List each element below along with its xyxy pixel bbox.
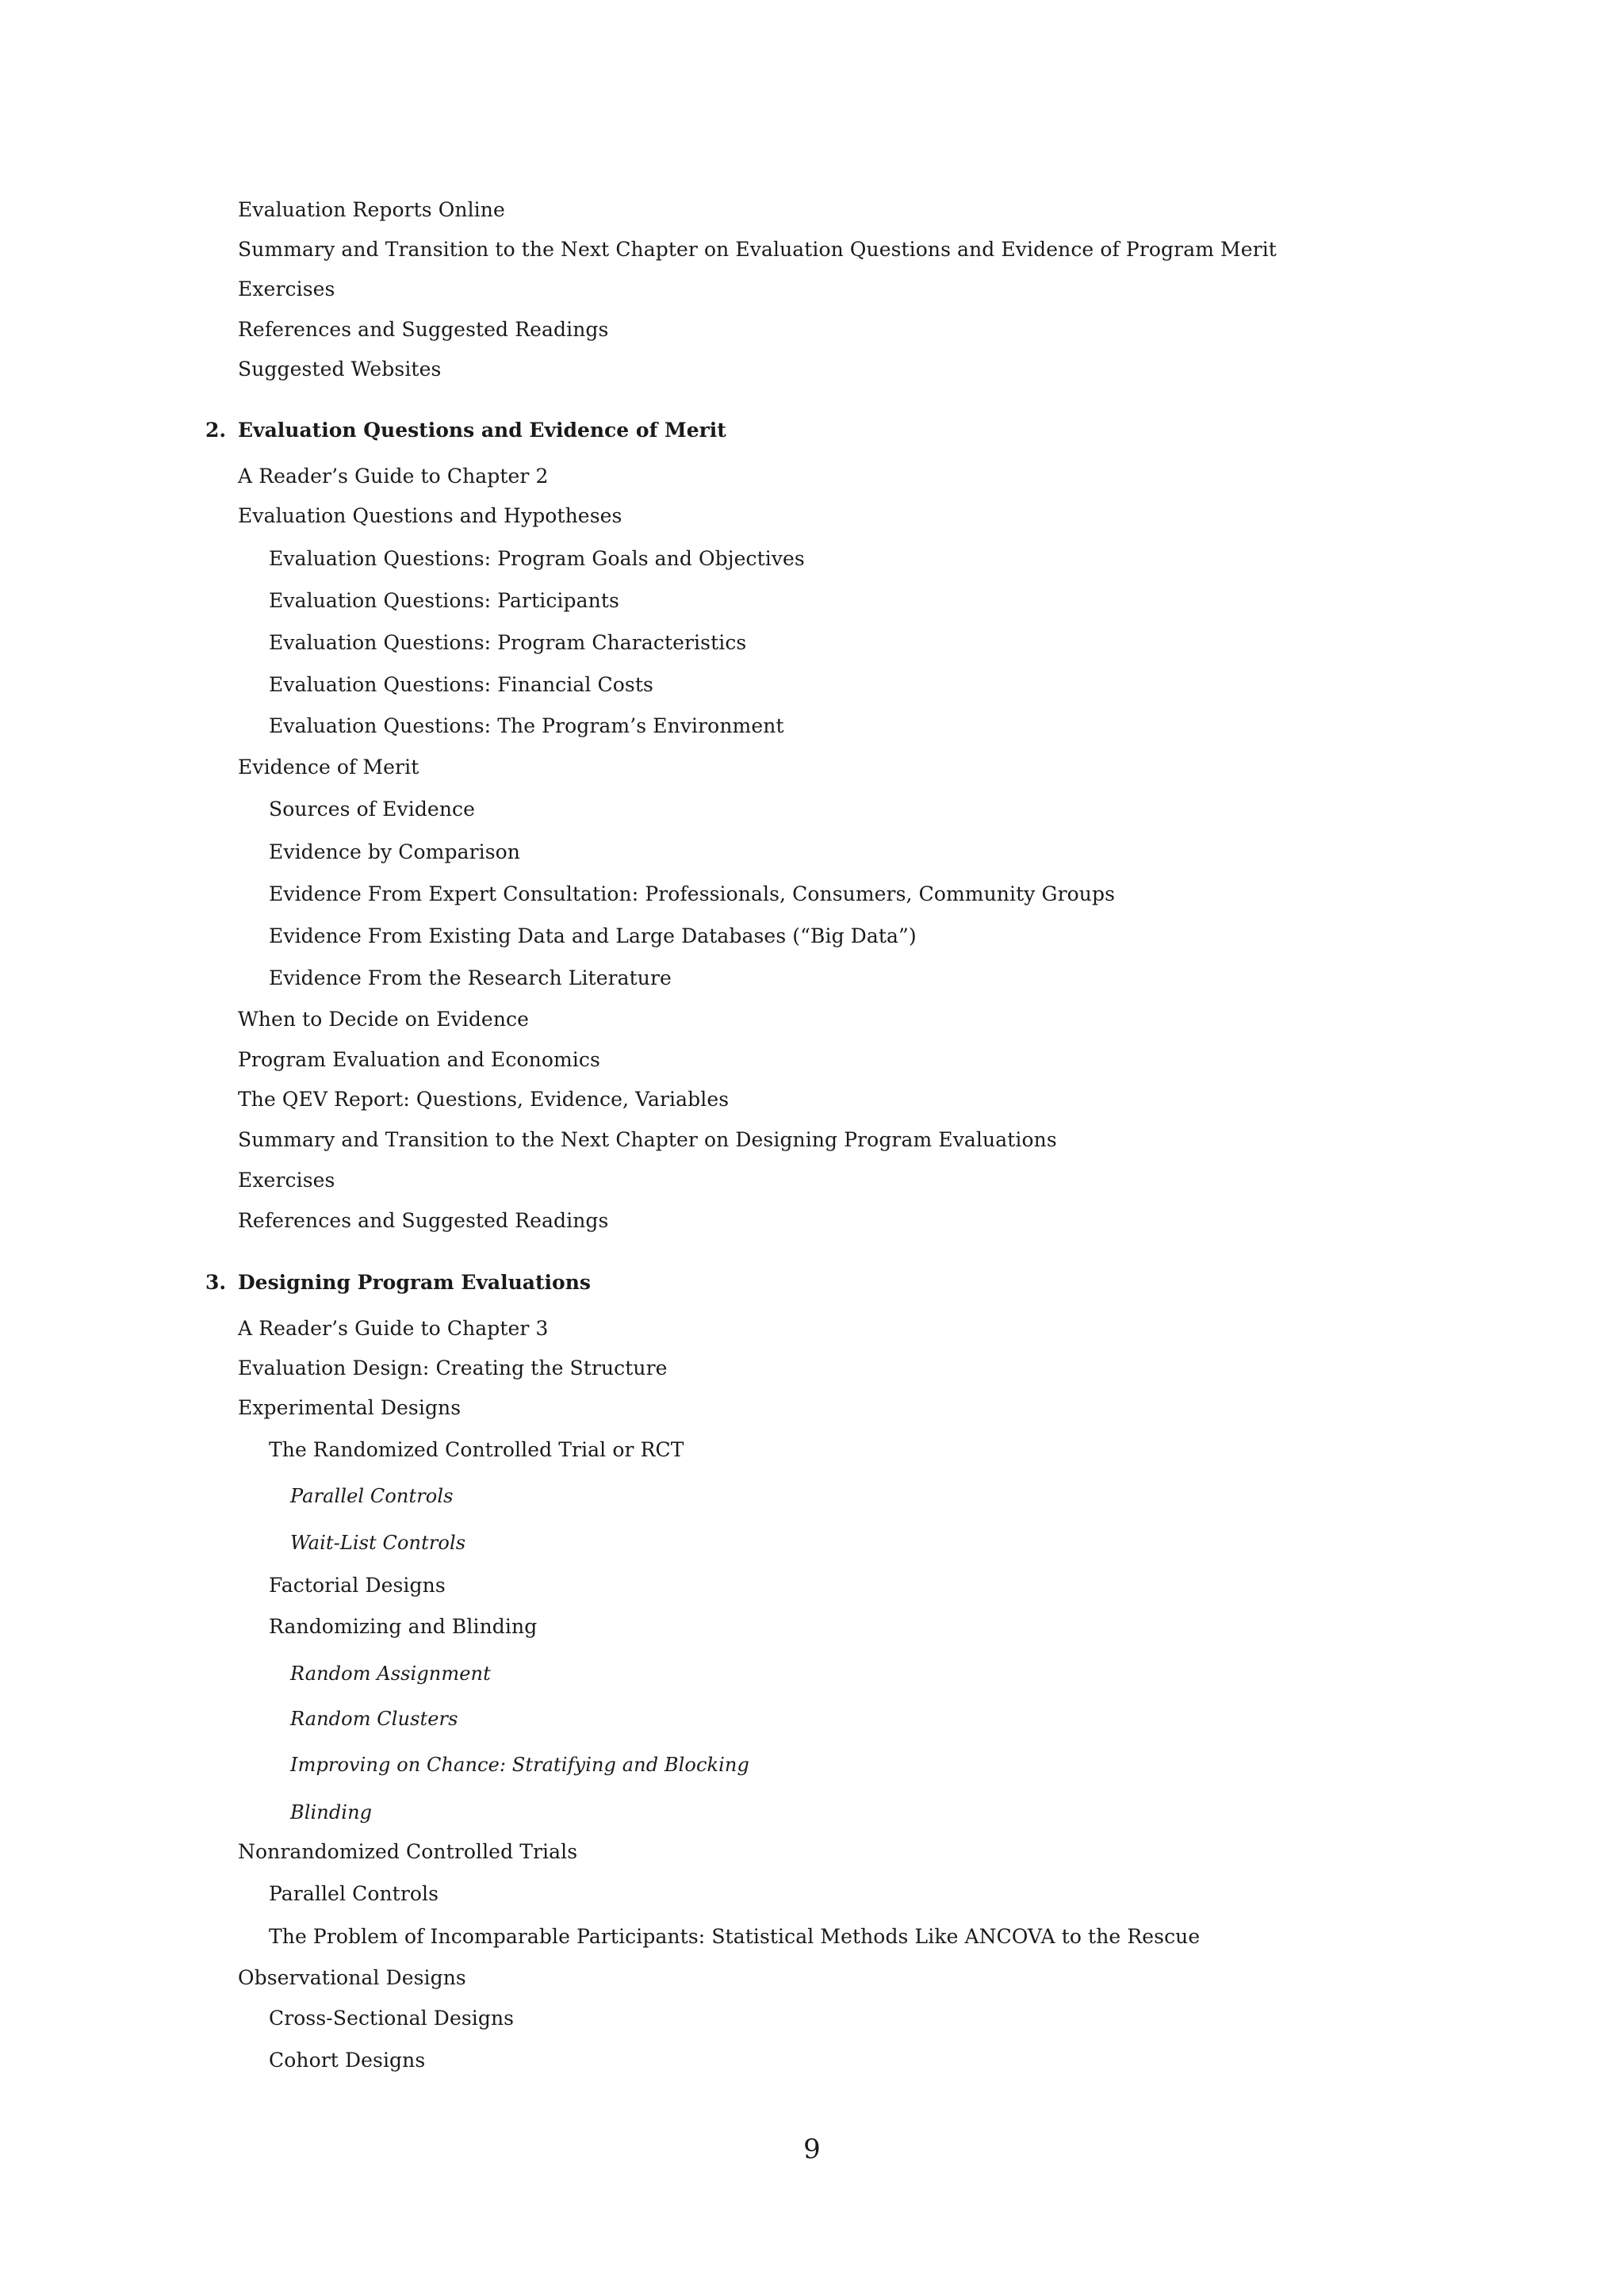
toc-subsection: The Randomized Controlled Trial or RCT xyxy=(269,1438,684,1461)
toc-subsection: Evaluation Questions: The Program’s Environment xyxy=(269,714,784,737)
toc-subsection: Randomizing and Blinding xyxy=(269,1615,538,1638)
toc-section: Experimental Designs xyxy=(238,1396,462,1419)
toc-section: A Reader’s Guide to Chapter 3 xyxy=(238,1317,549,1340)
toc-entry: Evaluation Reports Online xyxy=(238,198,505,221)
toc-section: Nonrandomized Controlled Trials xyxy=(238,1840,578,1863)
chapter-number: 2. xyxy=(205,419,227,442)
chapter-title: Designing Program Evaluations xyxy=(238,1271,591,1294)
toc-section: The QEV Report: Questions, Evidence, Variables xyxy=(238,1088,730,1111)
chapter-heading xyxy=(205,420,726,440)
chapter-title: Evaluation Questions and Evidence of Merit xyxy=(238,419,726,442)
toc-subsection: Evidence by Comparison xyxy=(269,840,521,863)
toc-entry: Summary and Transition to the Next Chapter on Evaluation Questions and Evidence of Program Merit xyxy=(238,238,1277,261)
toc-section: Summary and Transition to the Next Chapter on Designing Program Evaluations xyxy=(238,1128,1057,1151)
toc-subsubsection: Random Clusters xyxy=(290,1708,458,1730)
toc-subsection: Evaluation Questions: Participants xyxy=(269,589,619,612)
toc-subsubsection: Random Assignment xyxy=(290,1663,491,1685)
toc-subsection: Evaluation Questions: Financial Costs xyxy=(269,673,653,696)
toc-subsection: Evidence From Expert Consultation: Professionals, Consumers, Community Groups xyxy=(269,882,1116,905)
page-number: 9 xyxy=(803,2133,821,2165)
toc-section: Observational Designs xyxy=(238,1966,466,1989)
toc-subsection: Cross-Sectional Designs xyxy=(269,2007,515,2030)
toc-section: References and Suggested Readings xyxy=(238,1209,609,1232)
toc-section: When to Decide on Evidence xyxy=(238,1008,530,1031)
toc-entry: References and Suggested Readings xyxy=(238,318,609,341)
toc-entry: Suggested Websites xyxy=(238,358,442,381)
toc-subsection: Cohort Designs xyxy=(269,2049,426,2072)
toc-subsubsection: Blinding xyxy=(290,1801,373,1823)
chapter-number: 3. xyxy=(205,1271,227,1294)
toc-subsection: Parallel Controls xyxy=(269,1882,439,1905)
toc-subsection: Evaluation Questions: Program Characteristics xyxy=(269,631,747,654)
chapter-heading xyxy=(205,1272,591,1292)
toc-subsubsection: Parallel Controls xyxy=(290,1485,454,1507)
toc-subsection: Evidence From the Research Literature xyxy=(269,966,672,989)
toc-subsubsection: Wait-List Controls xyxy=(290,1532,466,1554)
toc-section: Evidence of Merit xyxy=(238,756,419,779)
toc-section: Exercises xyxy=(238,1169,335,1192)
toc-section: Program Evaluation and Economics xyxy=(238,1048,600,1071)
toc-section: A Reader’s Guide to Chapter 2 xyxy=(238,465,549,488)
toc-subsection: Evaluation Questions: Program Goals and Objectives xyxy=(269,547,805,570)
toc-subsection: Evidence From Existing Data and Large Databases (“Big Data”) xyxy=(269,924,917,947)
toc-subsubsection: Improving on Chance: Stratifying and Blocking xyxy=(290,1754,749,1776)
toc-subsection: Sources of Evidence xyxy=(269,798,476,821)
toc-entry: Exercises xyxy=(238,277,335,300)
toc-section: Evaluation Questions and Hypotheses xyxy=(238,504,622,527)
toc-section: Evaluation Design: Creating the Structure xyxy=(238,1357,668,1380)
toc-subsection: Factorial Designs xyxy=(269,1574,446,1597)
toc-subsection: The Problem of Incomparable Participants: Statistical Methods Like ANCOVA to the Rescue xyxy=(269,1925,1201,1948)
